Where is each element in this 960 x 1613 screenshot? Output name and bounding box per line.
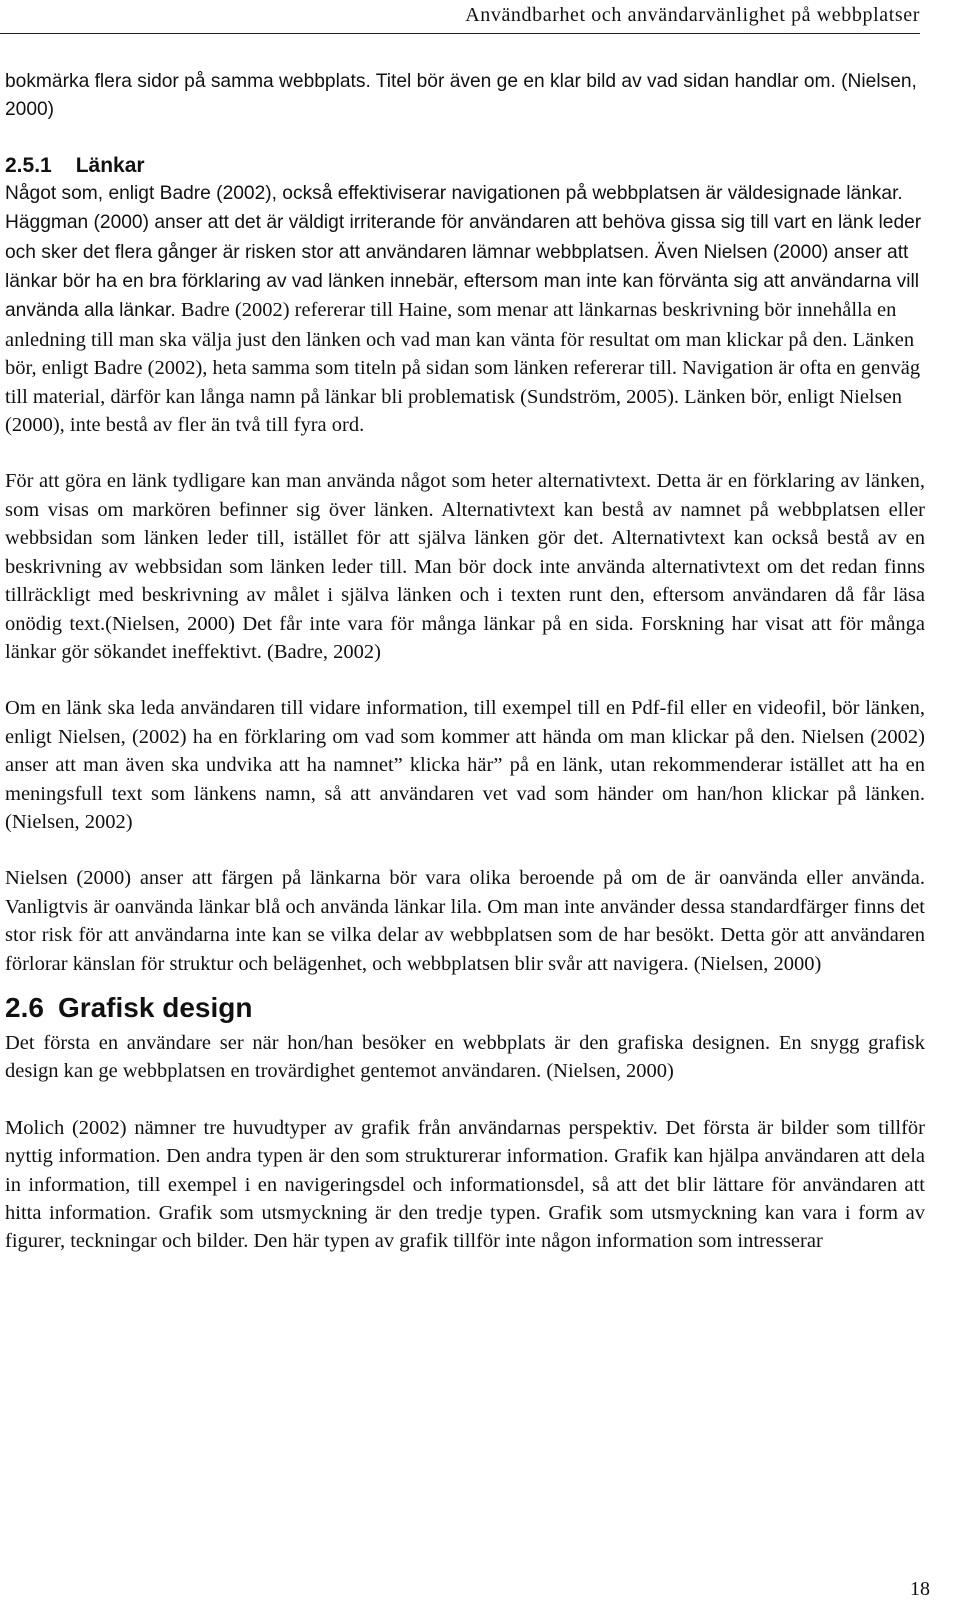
section-title: Länkar	[75, 153, 145, 177]
graphic-paragraph-1: Det första en användare ser när hon/han besöker en webbplats är den grafiska designen. En snygg grafisk design kan ge webbplatsen en trovärdighet gentemot användaren. (Nielsen, 2000)	[5, 1031, 925, 1083]
section-heading-graphic-design	[5, 991, 925, 1025]
document-body	[5, 68, 925, 1256]
paragraph-gap	[5, 666, 925, 694]
links-paragraph-3: Om en länk ska leda användaren till vidare information, till exempel till en Pdf-fil eller en videofil, bör länken, enligt Nielsen, (2002) ha en förklaring om vad som kommer att hända om man klickar på den. Nielsen (2002) anser att man även ska undvika att ha namnet” klicka här” på en länk, utan rekommenderar istället att ha en meningsfull text som länkens namn, så att användaren vet vad som händer om han/hon klickar på länken. (Nielsen, 2002)	[5, 697, 925, 833]
section-number: 2.6	[5, 991, 44, 1023]
links-paragraph-1-sans-text: Något som, enligt Badre (2002), också effektiviserar navigationen på webbplatsen är väldesignade länkar. Häggman (2000) anser att det är väldigt irriterande för användaren att behöva gissa sig till vart en länk leder och sker det flera gånger är risken stor att användaren lämnar webbplatsen. Även Nielsen (2000) anser att länkar bör ha en bra förklaring av vad länken innebär, eftersom man inte kan förvänta sig att användarna vill använda alla länkar.	[5, 182, 922, 322]
section-title: Grafisk design	[57, 991, 253, 1023]
section-number: 2.5.1	[5, 153, 52, 177]
header-divider	[0, 33, 920, 34]
section-heading-links	[5, 153, 925, 179]
links-paragraph-4: Nielsen (2000) anser att färgen på länkarna bör vara olika beroende på om de är oanvända eller använda. Vanligtvis är oanvända länkar blå och använda länkar lila. Om man inte använder dessa standardfärger finns det stor risk för att användarna inte kan se vilka delar av webbplatsen som de har besökt. Detta gör att användaren förlorar känslan för struktur och belägenhet, och webbplatsen blir svår att navigera. (Nielsen, 2000)	[5, 867, 925, 975]
intro-paragraph: bokmärka flera sidor på samma webbplats. Titel bör även ge en klar bild av vad sidan handlar om. (Nielsen, 2000)	[5, 71, 917, 121]
links-paragraph-1	[5, 179, 925, 440]
paragraph-gap	[5, 1086, 925, 1114]
page-header	[0, 0, 960, 36]
paragraph-gap	[5, 836, 925, 864]
paragraph-gap	[5, 439, 925, 467]
links-paragraph-1-serif-text: Badre (2002) refererar till Haine, som menar att länkarnas beskrivning bör innehålla en anledning till man ska välja just den länken och vad man kan vänta för resultat om man klickar på den. Länken bör, enligt Badre (2002), heta samma som titeln på sidan som länken refererar till. Navigation är ofta en genväg till material, därför kan långa namn på länkar bli problematisk (Sundström, 2005). Länken bör, enligt Nielsen (2000), inte bestå av fler än två till fyra ord.	[5, 299, 921, 437]
page-number: 18	[910, 1578, 930, 1600]
graphic-paragraph-2: Molich (2002) nämner tre huvudtyper av grafik från användarnas perspektiv. Det första är bilder som tillför nyttig information. Den andra typen är den som strukturerar information. Grafik kan hjälpa användaren att dela in information, till exempel i en navigeringsdel och informationsdel, så att det blir lättare för användaren att hitta information. Grafik som utsmyckning är den tredje typen. Grafik som utsmyckning kan vara i form av figurer, teckningar och bilder. Den här typen av grafik tillför inte någon information som intresserar	[5, 1116, 925, 1253]
links-paragraph-2: För att göra en länk tydligare kan man använda något som heter alternativtext. Detta är en förklaring av länken, som visas om markören befinner sig över länken. Alternativtext kan bestå av namnet på webbplatsen eller webbsidan som länken leder till, istället för att själva länken gör det. Alternativtext kan också bestå av en beskrivning av webbsidan som länken leder till. Man bör dock inte använda alternativtext om det redan finns tillräckligt med beskrivning av målet i själva länken och i texten runt den, eftersom användaren då får läsa onödig text.(Nielsen, 2000) Det får inte vara för många länkar på en sida. Forskning har visat att för många länkar gör sökandet ineffektivt. (Badre, 2002)	[5, 470, 925, 663]
running-header-title: Användbarhet och användarvänlighet på webbplatser	[465, 4, 920, 26]
